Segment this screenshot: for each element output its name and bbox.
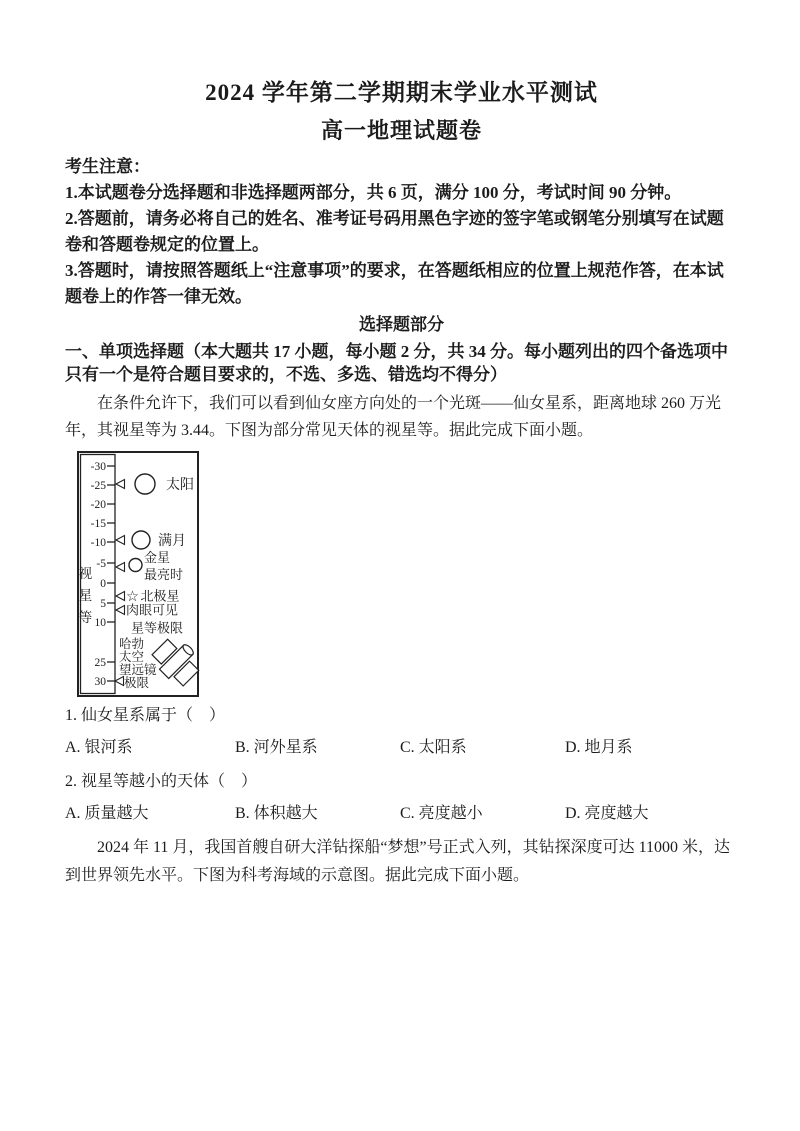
notice-item-2: 2.答题前，请务必将自己的姓名、准考证号码用黑色字迹的签字笔或钢笔分别填写在试题卷和答题卷规定的位置上。 — [65, 209, 724, 254]
venus-icon — [129, 559, 142, 572]
venus-label-line1: 金星 — [144, 550, 171, 565]
tick-label: 0 — [100, 578, 106, 590]
tick-label: -10 — [90, 537, 106, 549]
sun-icon — [135, 474, 155, 494]
naked-eye-limit-label-line1: 肉眼可见 — [126, 602, 179, 618]
tick-label: 25 — [94, 657, 106, 669]
notice-item-1: 1.本试题卷分选择题和非选择题两部分，共 6 页，满分 100 分，考试时间 90 分钟。 — [65, 183, 682, 202]
tick-label: 10 — [94, 617, 106, 629]
tick-label: -15 — [90, 518, 106, 530]
section-part-title: 选择题部分 — [359, 315, 444, 334]
axis-label-char-1: 视 — [78, 566, 93, 581]
hubble-label-line2: 太空 — [119, 650, 145, 664]
option-b: B. 体积越大 — [235, 805, 318, 822]
question-2-stem: 2. 视星等越小的天体（ ） — [65, 773, 258, 790]
passage-2: 2024 年 11 月，我国首艘自研大洋钻探船“梦想”号正式入列，其钻探深度可达 11000 米，达到世界领先水平。下图为科考海域的示意图。据此完成下面小题。 — [65, 839, 731, 884]
tick-label: -25 — [90, 480, 106, 492]
notice-section — [65, 154, 738, 310]
question-1-options — [65, 736, 738, 760]
tick-label: -30 — [90, 461, 106, 473]
hubble-label-line3: 望远镜 — [119, 663, 157, 677]
question-1-stem: 1. 仙女星系属于（ ） — [65, 707, 226, 724]
magnitude-scale-figure — [71, 448, 738, 700]
venus-label-line2: 最亮时 — [144, 567, 184, 582]
moon-icon — [132, 531, 150, 549]
option-b: B. 河外星系 — [235, 739, 318, 756]
tick-label: 30 — [94, 676, 106, 688]
passage-1: 在条件允许下，我们可以看到仙女座方向处的一个光斑——仙女星系，距离地球 260 万光年，其视星等为 3.44。下图为部分常见天体的视星等。据此完成下面小题。 — [65, 395, 722, 439]
page-subtitle: 高一地理试题卷 — [320, 118, 482, 143]
sun-label: 太阳 — [166, 478, 194, 493]
question-1 — [65, 704, 738, 760]
polaris-star-icon: ☆ — [126, 589, 139, 605]
magnitude-figure-svg — [71, 448, 206, 700]
page-title: 2024 学年第二学期期末学业水平测试 — [205, 80, 598, 105]
option-d: D. 地月系 — [565, 739, 633, 756]
tick-label: -5 — [96, 558, 106, 570]
option-a: A. 银河系 — [65, 739, 133, 756]
naked-eye-limit-label-line2: 星等极限 — [131, 620, 184, 636]
tick-label: 5 — [100, 598, 106, 610]
option-c: C. 太阳系 — [400, 739, 467, 756]
axis-label-char-2: 星 — [78, 588, 93, 603]
tick-label: -20 — [90, 499, 106, 511]
polaris-label: 北极星 — [140, 588, 180, 604]
moon-label: 满月 — [158, 534, 186, 549]
axis-label-char-3: 等 — [78, 610, 93, 625]
hubble-label-line4: 极限 — [124, 676, 150, 690]
question-2 — [65, 770, 738, 826]
notice-heading: 考生注意： — [65, 157, 150, 176]
option-d: D. 亮度越大 — [565, 805, 649, 822]
option-a: A. 质量越大 — [65, 805, 149, 822]
section-instructions: 一、单项选择题（本大题共 17 小题，每小题 2 分，共 34 分。每小题列出的四个备选项中只有一个是符合题目要求的，不选、多选、错选均不得分） — [65, 342, 728, 384]
hubble-label-line1: 哈勃 — [119, 637, 145, 651]
notice-item-3: 3.答题时，请按照答题纸上“注意事项”的要求，在答题纸相应的位置上规范作答，在本试题卷上的作答一律无效。 — [65, 261, 724, 306]
option-c: C. 亮度越小 — [400, 805, 483, 822]
question-2-options — [65, 802, 738, 826]
